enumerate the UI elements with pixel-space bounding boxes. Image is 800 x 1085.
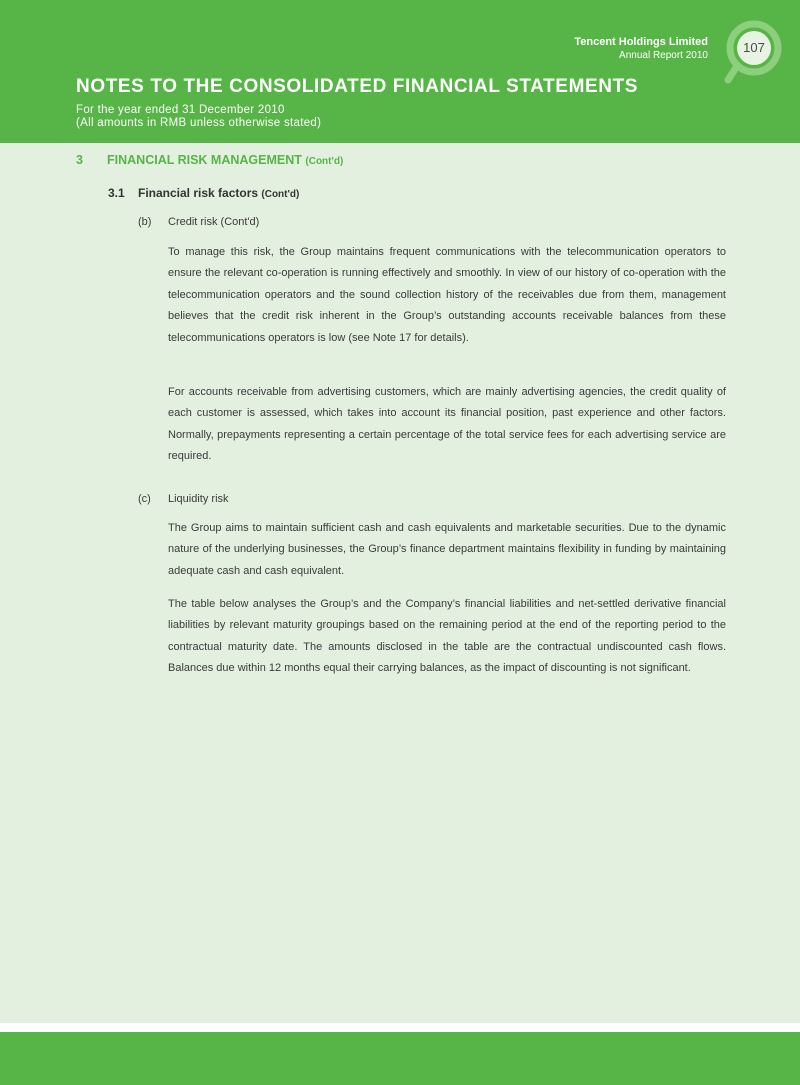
item-label: (b) — [138, 216, 152, 228]
paragraph: The Group aims to maintain sufficient cash and cash equivalents and marketable securities. Due to the dynamic nature of the underlying businesses, the Group’s finance department maintains flexibility in funding by maintaining adequate cash and cash equivalent. — [168, 522, 726, 577]
subsection-cont-label: (Cont'd) — [261, 189, 300, 200]
report-name: Annual Report 2010 — [619, 50, 708, 61]
item-label: (c) — [138, 493, 151, 505]
paragraph: To manage this risk, the Group maintains frequent communications with the telecommunication operators to ensure the relevant co-operation is running effectively and smoothly. In view of our history of co-operation with the telecommunication operators and the sound collection history of the receivables due from them, management believes that the credit risk inherent in the Group’s outstanding accounts receivable balances from these telecommunications operators is low (see Note 17 for details). — [168, 246, 726, 344]
item-heading-liquidity-risk — [138, 493, 229, 505]
paragraph: For accounts receivable from advertising customers, which are mainly advertising agencies, the credit quality of each customer is assessed, which takes into account its financial position, past experience and other factors. Normally, prepayments representing a certain percentage of the total service fees for each advertising service are required. — [168, 386, 726, 463]
subtitle-line: (All amounts in RMB unless otherwise stated) — [76, 117, 322, 129]
paragraph: The table below analyses the Group’s and the Company’s financial liabilities and net-settled derivative financial liabilities by relevant maturity groupings based on the remaining period at the end of the reporting period to the contractual maturity date. The amounts disclosed in the table are the contractual undiscounted cash flows. Balances due within 12 months equal their carrying balances, as the impact of discounting is not significant. — [168, 598, 726, 675]
page-subtitle — [76, 104, 321, 130]
section-number: 3 — [76, 153, 83, 167]
section-cont-label: (Cont'd) — [305, 156, 344, 167]
item-heading-credit-risk — [138, 216, 259, 228]
page-header — [0, 0, 800, 143]
page-number: 107 — [743, 40, 765, 55]
subsection-title: Financial risk factors — [138, 186, 259, 200]
subsection-heading — [108, 186, 299, 200]
page-title: NOTES TO THE CONSOLIDATED FINANCIAL STATEMENTS — [76, 76, 639, 97]
item-title: Liquidity risk — [168, 493, 229, 505]
subsection-number: 3.1 — [108, 186, 125, 200]
footer-bar — [0, 1032, 800, 1085]
section-title: FINANCIAL RISK MANAGEMENT — [107, 153, 302, 167]
item-title: Credit risk (Cont'd) — [168, 216, 260, 228]
company-name: Tencent Holdings Limited — [574, 36, 708, 48]
subtitle-line: For the year ended 31 December 2010 — [76, 104, 285, 116]
section-heading — [76, 153, 343, 167]
